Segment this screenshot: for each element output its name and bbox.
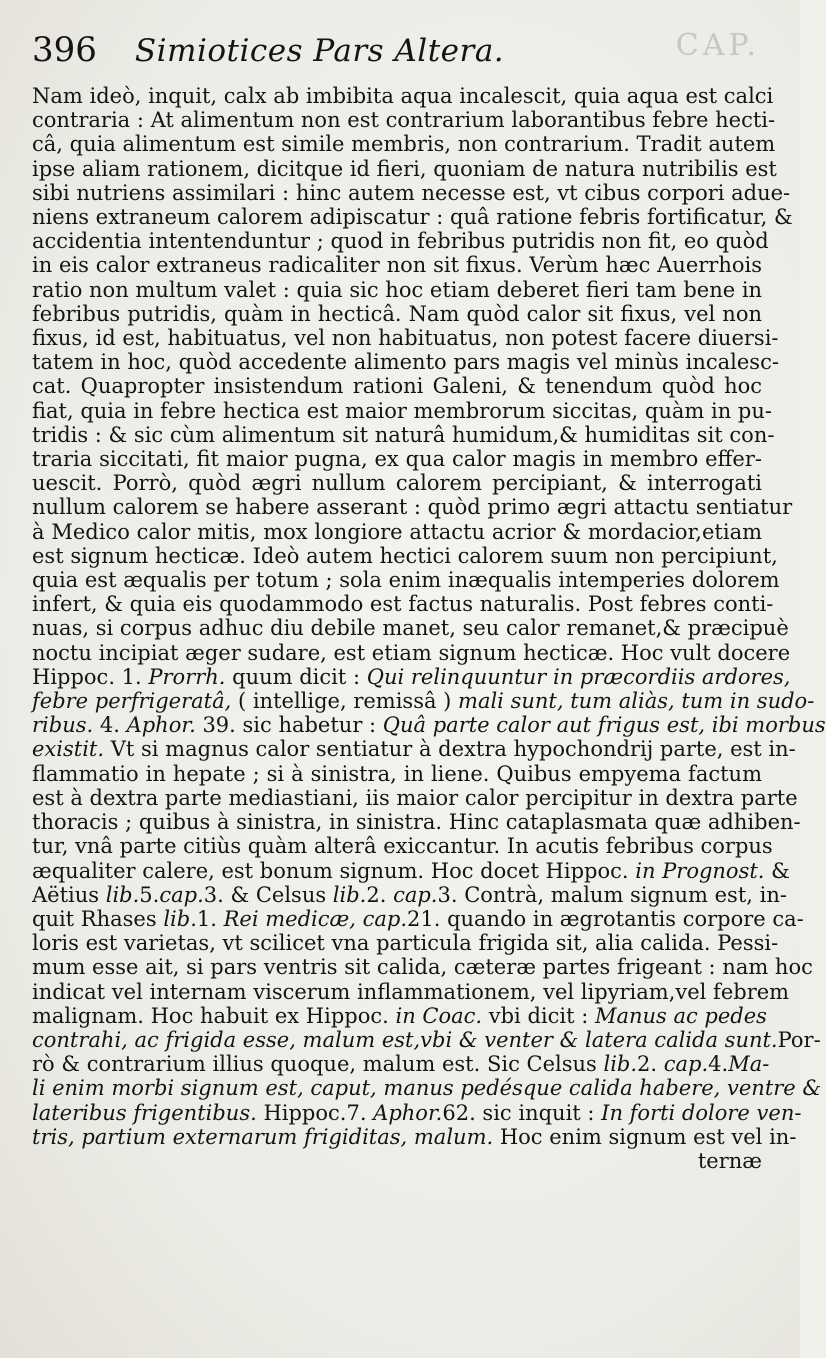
text-line — [32, 713, 826, 738]
text-segment: 3. Contrà, malum signum est, in- — [437, 882, 787, 907]
text-segment: flammatio in hepate ; si à sinistra, in liene. Quibus empyema factum — [32, 761, 762, 786]
text-segment: 3. & Celsus — [203, 882, 333, 907]
text-segment: 21. quando in ægrotantis corpore ca- — [407, 906, 804, 931]
italic-segment: cap. — [663, 1052, 709, 1077]
text-segment: Hippoc. 1. — [32, 664, 149, 689]
text-segment: 2. — [366, 882, 394, 907]
text-line — [32, 737, 796, 762]
italic-segment: Prorrh. — [148, 664, 226, 689]
italic-segment: febre perfrigeratâ, — [32, 689, 232, 714]
italic-segment: existit. — [32, 737, 105, 762]
text-line — [32, 931, 779, 956]
text-segment: thoracis ; quibus à sinistra, in sinistra. Hinc cataplasmata quæ adhiben- — [32, 810, 801, 835]
text-line — [32, 568, 780, 593]
italic-segment: in Prognost. — [635, 858, 765, 883]
text-segment: quit Rhases — [32, 906, 164, 931]
italic-segment: ribus. — [32, 713, 94, 738]
text-segment: à Medico calor mitis, mox longiore attactu acrior & mordacior,etiam — [32, 519, 762, 544]
text-line — [32, 955, 813, 980]
text-segment: sibi nutriens assimilari : hinc autem necesse est, vt cibus corpori adue- — [32, 180, 791, 205]
text-line — [32, 205, 793, 230]
text-segment: tur, vnâ parte citiùs quàm alterâ exiccantur. In acutis febribus corpus — [32, 834, 773, 859]
running-title: Simiotices Pars Altera. — [134, 33, 505, 69]
italic-segment: Ma- — [728, 1052, 770, 1077]
text-line — [32, 302, 762, 326]
text-segment: quia est æqualis per totum ; sola enim inæqualis intemperies dolorem — [32, 568, 780, 593]
text-segment: febribus putridis, quàm in hecticâ. Nam quòd calor sit fixus, vel non — [32, 301, 762, 326]
text-segment: Vt si magnus calor sentiatur à dextra hypochondrij parte, est in- — [104, 737, 796, 762]
text-segment: uescit. Porrò, quòd ægri nullum calorem percipiant, & interrogati — [32, 471, 762, 496]
text-line — [32, 1076, 822, 1101]
text-line — [32, 84, 774, 108]
italic-segment: Aphor. — [126, 713, 196, 738]
text-segment: in eis calor extraneus radicaliter non sit fixus. Verùm hæc Auerrhois — [32, 253, 762, 278]
text-segment: nullum calorem se habere asserant : quòd primo ægri attactu sentiatur — [32, 495, 793, 520]
text-segment: accidentia intentenduntur ; quod in febribus putridis non fit, eo quòd — [32, 229, 769, 254]
italic-segment: lateribus frigentibus. — [32, 1100, 257, 1125]
text-segment — [356, 907, 363, 931]
text-line — [32, 1149, 762, 1173]
text-segment: câ, quia alimentum est simile membris, non contrarium. Tradit autem — [32, 132, 776, 157]
text-line — [32, 422, 775, 447]
italic-segment: tris, partium externarum frigiditas, malum. — [32, 1124, 494, 1149]
italic-segment: cap. — [362, 906, 407, 931]
italic-segment: lib. — [603, 1052, 638, 1077]
text-line — [32, 1027, 821, 1052]
text-line — [32, 520, 762, 544]
italic-segment: in Coac. — [395, 1003, 483, 1028]
text-line — [32, 543, 778, 568]
text-segment: & — [764, 858, 790, 883]
text-line — [32, 180, 791, 205]
text-segment: fiat, quia in febre hectica est maior membrorum siccitas, quàm in pu- — [32, 398, 772, 423]
text-segment: cat. Quapropter insistendum rationi Galeni, & tenendum quòd hoc — [32, 374, 762, 399]
italic-segment: Aphor. — [373, 1100, 443, 1125]
text-segment: malignam. Hoc habuit ex Hippoc. — [32, 1003, 396, 1028]
text-line — [32, 374, 762, 398]
text-line — [32, 810, 801, 835]
text-segment: niens extraneum calorem adipiscatur : quâ ratione febris fortificatur, & — [32, 205, 793, 230]
italic-segment: mali sunt, tum aliàs, tum in sudo- — [458, 689, 815, 714]
text-segment: est signum hecticæ. Ideò autem hectici calorem suum non percipiunt, — [32, 543, 778, 568]
italic-segment: cap. — [393, 882, 438, 907]
text-line — [32, 471, 762, 495]
text-segment: loris est varietas, vt scilicet vna particula frigida sit, alia calida. Pessi- — [32, 931, 779, 956]
text-segment: noctu incipiat æger sudare, est etiam signum hecticæ. Hoc vult docere — [32, 640, 791, 665]
text-line — [32, 1100, 802, 1125]
text-line — [32, 834, 773, 859]
italic-segment: contrahi, ac frigida esse, malum est,vbi & venter & latera calida sunt. — [32, 1027, 778, 1052]
text-line — [32, 979, 790, 1004]
text-line — [32, 785, 798, 810]
text-segment: Hippoc.7. — [256, 1100, 374, 1125]
text-segment: ratio non multum valet : quia sic hoc etiam deberet fieri tam bene in — [32, 277, 763, 302]
text-segment: ( intellige, remissâ ) — [231, 689, 459, 714]
text-segment: mum esse ait, si pars ventris sit calida, cæteræ partes frigeant : nam hoc — [32, 955, 813, 980]
text-line — [32, 398, 772, 423]
text-segment: vbi dicit : — [482, 1003, 595, 1028]
text-line — [32, 108, 776, 133]
italic-segment: lib. — [105, 882, 140, 907]
text-line — [32, 132, 776, 157]
text-line — [32, 447, 762, 471]
page-header — [32, 30, 766, 80]
text-segment: tatem in hoc, quòd accedente alimento pars magis vel minùs incalesc- — [32, 350, 779, 375]
text-segment: traria siccitati, fit maior pugna, ex qua calor magis in membro effer- — [32, 447, 762, 472]
text-segment: fixus, id est, habituatus, vel non habituatus, non potest facere diuersi- — [32, 326, 779, 351]
text-segment: ternæ — [697, 1148, 762, 1173]
text-segment: quum dicit : — [225, 664, 367, 689]
text-line — [32, 229, 769, 254]
text-line — [32, 156, 777, 181]
italic-segment: lib. — [163, 906, 197, 931]
text-line — [32, 326, 779, 351]
text-line — [32, 350, 779, 375]
italic-segment: cap. — [159, 882, 204, 907]
text-segment: Aëtius — [32, 882, 106, 907]
text-segment: nuas, si corpus adhuc diu debile manet, seu calor remanet,& præcipuè — [32, 616, 789, 641]
text-segment: 1. — [196, 906, 224, 931]
text-line — [32, 882, 787, 907]
text-segment: 4. — [93, 713, 127, 738]
text-segment: 39. sic habetur : — [195, 713, 383, 738]
text-segment: æqualiter calere, est bonum signum. Hoc docet Hippoc. — [32, 858, 636, 883]
text-segment: rò & contrarium illius quoque, malum est. Sic Celsus — [32, 1052, 604, 1077]
text-line — [32, 664, 791, 689]
italic-segment: lib. — [332, 882, 367, 907]
text-line — [32, 1052, 770, 1077]
text-segment: infert, & quia eis quodammodo est factus naturalis. Post febres conti- — [32, 592, 774, 617]
italic-segment: In forti dolore ven- — [601, 1100, 802, 1125]
text-line — [32, 1124, 797, 1149]
text-line — [32, 689, 815, 714]
text-segment: 5. — [139, 882, 160, 907]
italic-segment: Qui relinquuntur in præcordiis ardores, — [366, 664, 791, 689]
text-line — [32, 495, 793, 520]
bleed-through-text: CAP. — [675, 28, 760, 63]
italic-segment: li enim morbi signum est, caput, manus pedésque calida habere, ventre & — [32, 1076, 822, 1101]
text-segment: Hoc enim signum est vel in- — [493, 1124, 797, 1149]
italic-segment: Rei medicæ, — [223, 906, 356, 931]
text-line — [32, 616, 789, 641]
italic-segment: Manus ac pedes — [594, 1003, 767, 1028]
text-line — [32, 762, 762, 786]
text-line — [32, 253, 762, 277]
text-line — [32, 640, 791, 665]
text-line — [32, 1003, 767, 1028]
text-segment: 4. — [708, 1052, 729, 1077]
text-segment: 62. sic inquit : — [442, 1100, 602, 1125]
text-segment: Nam ideò, inquit, calx ab imbibita aqua incalescit, quia aqua est calci — [32, 84, 774, 108]
text-segment: contraria : At alimentum non est contrarium laborantibus febre hecti- — [32, 108, 776, 133]
text-segment: 2. — [637, 1052, 664, 1077]
text-segment: indicat vel internam viscerum inflammationem, vel lipyriam,vel febrem — [32, 979, 790, 1004]
text-segment: ipse aliam rationem, dicitque id fieri, quoniam de natura nutribilis est — [32, 156, 777, 181]
italic-segment: Quâ parte calor aut frigus est, ibi morbus — [382, 713, 826, 738]
text-segment: est à dextra parte mediastiani, iis maior calor percipitur in dextra parte — [32, 785, 798, 810]
text-segment: Por- — [777, 1027, 821, 1052]
text-line — [32, 278, 762, 302]
text-line — [32, 592, 774, 617]
text-line — [32, 906, 804, 931]
text-line — [32, 858, 790, 883]
page-number: 396 — [32, 30, 97, 70]
text-segment: tridis : & sic cùm alimentum sit naturâ humidum,& humiditas sit con- — [32, 422, 775, 447]
body-text — [32, 84, 826, 1173]
